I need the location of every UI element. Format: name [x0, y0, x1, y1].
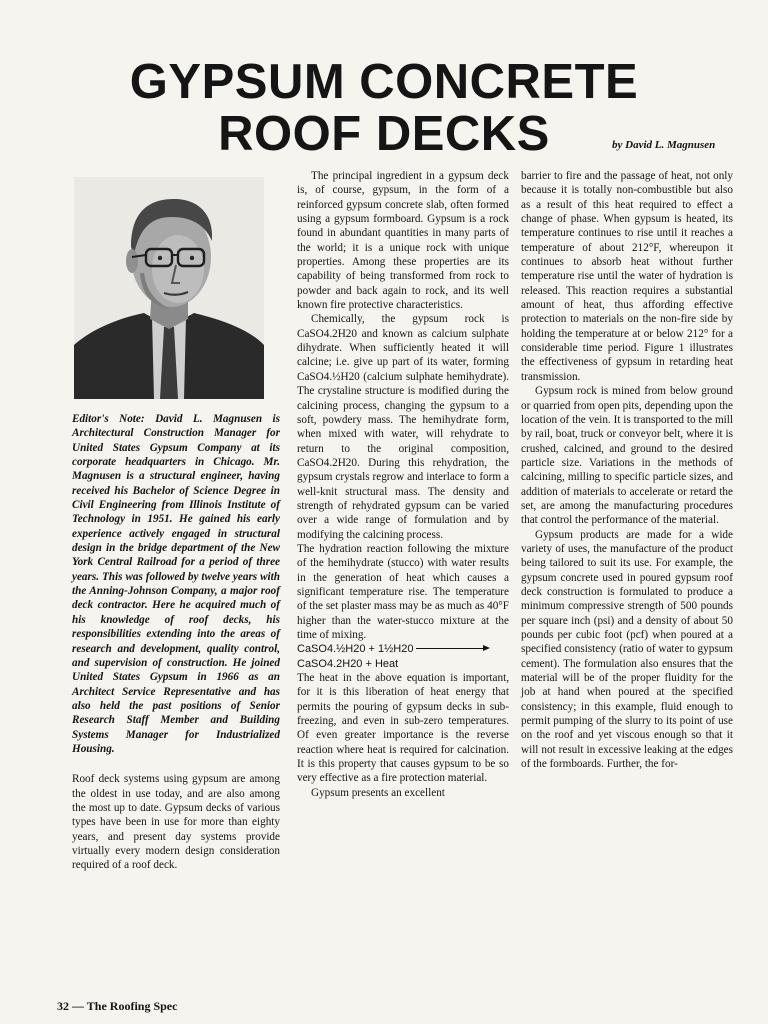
paragraph: The principal ingredient in a gypsum deck is, of course, gypsum, in the form of a reinforced gypsum concrete slab, often formed using a gypsum formboard. Gypsum is a rock found in abundant quantities in many parts of the world; it is a unique rock with unique properties. Among these properties are its capability of being transformed from rock to powder and back again to rock, and its well known fire protective characteristics.: [297, 170, 509, 312]
byline: by David L. Magnusen: [612, 139, 716, 151]
author-portrait: [74, 177, 264, 399]
column-2: [297, 169, 509, 800]
column-1: [72, 412, 280, 873]
paragraph: The heat in the above equation is important, for it is this liberation of heat energy that permits the pouring of gypsum decks in sub-freezing, and even in sub-zero temperatures. Of even greater importance is the reverse reaction where heat is required for calcination. It is this property that causes gypsum to be so very effective as a fire protection material.: [297, 672, 509, 785]
page-footer: 32 — The Roofing Spec: [57, 999, 178, 1013]
equation-reactants: CaSO4.½H20 + 1½H20: [297, 643, 414, 656]
editors-note-body: David L. Magnusen is Architectural Construction Manager for United States Gypsum Company at its corporate headquarters in Chicago. Mr. Magnusen is a structural engineer, having received his Bachelor of Science Degree in Civil Engineering from Illinois Institute of Technology in 1951. He gained his early experience actively engaged in structural design in the bridge department of the New York Central Railroad for a period of three years. This was followed by twelve years with the Anning-Johnson Company, a major roof deck contractor. Here he acquired much of his knowledge of roof decks, his responsibilities extending into the areas of research and development, quality control, and supervision of construction. He joined United States Gypsum in 1966 as an Architect Service Representative and has also held the past positions of Senior Research Staff Member and Building Systems Manager for Industrialized Housing.: [72, 413, 281, 755]
paragraph: Chemically, the gypsum rock is CaSO4.2H20 and known as calcium sulphate dihydrate. When sufficiently heated it will calcine; i.e. give up part of its water, forming CaSO4.½H20 (calcium sulphate hemihydrate). The crystaline structure is modified during the calcining process, changing the gypsum to a soft, powdery mass. The hemihydrate form, when mixed with water, will rehydrate to return to the original composition, CaSO4.2H20. During this rehydration, the gypsum crystals regrow and interlace to form a well-knit structural mass. The density and strength of rehydrated gypsum can be varied over a wide range of formulation and by modifying the calcining process.: [297, 313, 509, 541]
equation-line-1: [297, 642, 509, 656]
equation-line-2: CaSO4.2H20 + Heat: [297, 657, 399, 670]
paragraph: Gypsum products are made for a wide variety of uses, the manufacture of the product being tailored to suit its use. For example, the gypsum concrete used in poured gypsum roof deck construction is formulated to produce a minimum compressive strength of 500 pounds per square inch (psi) and a density of about 50 pounds per cubic foot (pcf) when poured at a specified consistency (ratio of water to gypsum cement). The formulation also ensures that the material will be of the proper fluidity for the job at hand when poured at the specified consistency; in this example, fluid enough to permit pumping of the slurry to its point of use on the roof and yet viscous enough so that it will not result in excessive leaking at the edges of the formboards. Further, the for-: [521, 528, 733, 771]
headline-line-2: ROOF DECKS: [218, 107, 550, 161]
portrait-image: [74, 177, 264, 399]
paragraph: barrier to fire and the passage of heat, not only because it is totally non-combustible but also as a result of this heat required to effect a change of phase. When gypsum is heated, its temperature continues to rise until it reaches a temperature of about 212°F, whereupon it continues to absorb heat without further temperature rise until the water of hydration is released. This reaction requires a substantial amount of heat, thus affording effective protection to materials on the non-fire side by holding the temperature at or below 212° for a considerable time period. Figure 1 illustrates the effectiveness of gypsum in retarding heat transmission.: [521, 170, 733, 383]
intro-paragraph: Roof deck systems using gypsum are among the oldest in use today, and are also among the most up to date. Gypsum decks of various types have been in use for more than eighty years, and present day systems provide virtually every modern design consideration required of a roof deck.: [72, 773, 280, 872]
editors-note: [72, 412, 280, 756]
paragraph: The hydration reaction following the mixture of the hemihydrate (stucco) with water results in the generation of heat which causes a significant temperature rise. The temperature of the set plaster mass may be as much as 40°F higher than the water-stucco mixture at the time of mixing.: [297, 542, 509, 641]
editors-note-lead: Editor's Note:: [72, 413, 145, 425]
paragraph: Gypsum presents an excellent: [311, 786, 445, 799]
column-3: [521, 169, 733, 771]
paragraph: Gypsum rock is mined from below ground or quarried from open pits, depending upon the location of the vein. It is transported to the mill by rail, boat, truck or conveyor belt, where it is crushed, calcined, and ground to the desired particle size. Variations in the methods of calcining, milling to specific particle sizes, and addition of materials to accelerate or retard the set, are among the manufacturing procedures that control the performance of the material.: [521, 385, 733, 527]
headline-line-1: GYPSUM CONCRETE: [129, 55, 639, 109]
reaction-arrow-icon: [416, 648, 488, 649]
